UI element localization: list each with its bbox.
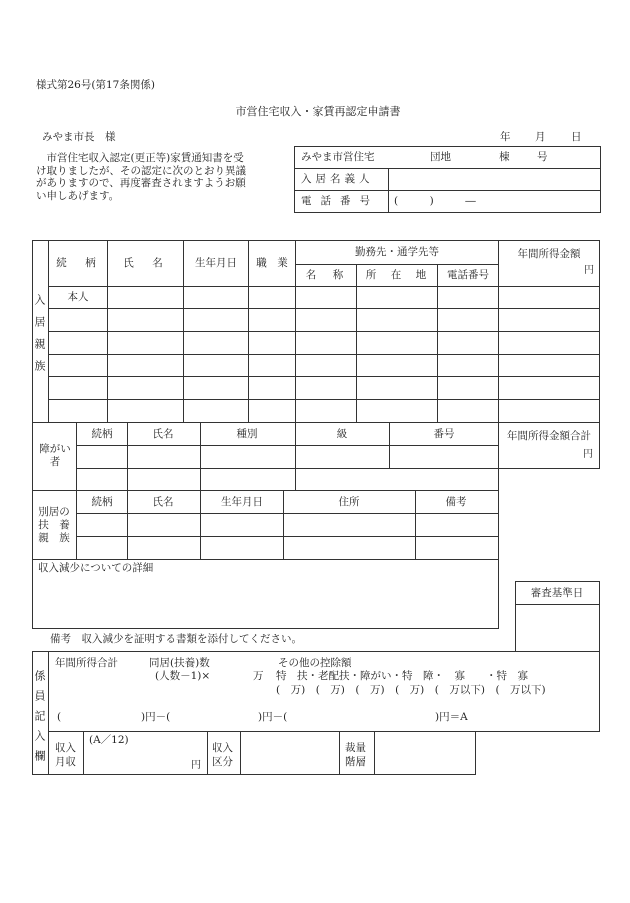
dependents-formula: (人数－1)× [155,670,211,682]
separate-side-1: 別居の [38,506,70,518]
staff-side-5: 欄 [34,749,46,763]
date-month-label: 月 [535,131,546,143]
dependents-label: 同居(扶養)数 [149,657,210,669]
phone-label: 電話番号 [301,194,379,207]
separate-col-remarks: 備考 [445,495,467,508]
page-title: 市営住宅収入・家賃再認定申請書 [235,105,401,118]
other-deductions-label: その他の控除額 [278,657,352,669]
total-income-label: 年間所得合計 [55,657,118,669]
separate-col-name: 氏名 [152,495,174,508]
income-total-unit: 円 [583,449,593,460]
household-side-char-4: 族 [34,359,46,373]
income-category-label: 収入区分 [212,742,233,768]
self-row-label: 本人 [67,290,89,303]
addressee: みやま市長 様 [42,131,116,143]
household-side-char-3: 親 [34,337,46,351]
discretion-label: 裁量階層 [345,742,366,768]
tou-label: 棟 [499,150,510,163]
intro-paragraph: 市営住宅収入認定(更正等)家賃通知書を受け取りましたが、その認定に次のとおり異議がありますので、再度審査されますようお願い申しあげます。 [36,152,246,202]
separate-side-3: 親 族 [38,532,70,544]
col-workplace: 勤務先・通学先等 [355,245,439,258]
col-annual-income: 年間所得金額 [517,247,581,260]
income-unit: 円 [584,265,594,276]
phone-field[interactable]: ( ) ― [394,194,476,207]
disabled-col-number: 番号 [433,427,455,440]
disabled-col-grade: 級 [336,427,348,440]
col-wp-name: 名 称 [305,268,347,281]
monthly-income-label: 収入月収 [55,742,76,768]
gou-label: 号 [537,150,548,163]
deduction-items: 特 扶・老配扶・障がい・特 障・ 寡 ・特 寡 [276,670,528,682]
occupant-field[interactable] [392,170,597,188]
income-total-label: 年間所得金額合計 [507,429,591,442]
col-name: 氏 名 [123,256,167,269]
household-side-char-2: 居 [34,315,46,329]
deduction-amounts: ( 万) ( 万) ( 万) ( 万) ( 万以下) ( 万以下) [276,684,546,696]
separate-side-2: 扶 養 [38,519,70,531]
separate-col-relation: 続柄 [91,495,113,508]
calc-minus-1: )円－( [141,711,171,723]
disabled-col-relation: 続柄 [91,427,113,440]
staff-side-2: 員 [34,689,46,703]
calc-open: ( [57,711,62,723]
staff-side-4: 入 [34,729,46,743]
staff-side-3: 記 [34,709,46,723]
staff-side-1: 係 [34,669,46,683]
monthly-unit: 円 [191,760,201,771]
calc-equals-a: )円＝A [435,711,468,723]
date-year-label: 年 [500,131,511,143]
income-reduction-field[interactable] [36,576,494,624]
housing-label: みやま市営住宅 [301,150,375,163]
disabled-col-type: 種別 [236,427,258,440]
col-occupation: 職 業 [256,256,288,269]
disabled-col-name: 氏名 [152,427,174,440]
monthly-formula: (A／12) [89,734,129,746]
occupant-label: 入居名義人 [301,172,374,185]
form-number: 様式第26号(第17条関係) [36,79,155,91]
household-side-char-1: 入 [34,293,46,307]
col-wp-address: 所 在 地 [365,268,429,281]
col-wp-phone: 電話番号 [447,268,489,281]
separate-col-address: 住所 [338,495,360,508]
disabled-side-label: 障がい者 [39,443,71,468]
col-birthdate: 生年月日 [195,256,237,269]
date-day-label: 日 [571,131,582,143]
col-relation: 続 柄 [56,256,100,269]
danchi-label: 団地 [430,150,451,163]
income-reduction-label: 収入減少についての詳細 [38,562,154,574]
man-unit: 万 [253,670,264,682]
separate-col-birth: 生年月日 [221,495,263,508]
note-text: 備考 収入減少を証明する書類を添付してください。 [50,633,302,645]
calc-minus-2: )円－( [258,711,288,723]
review-date-label: 審査基準日 [530,586,584,599]
